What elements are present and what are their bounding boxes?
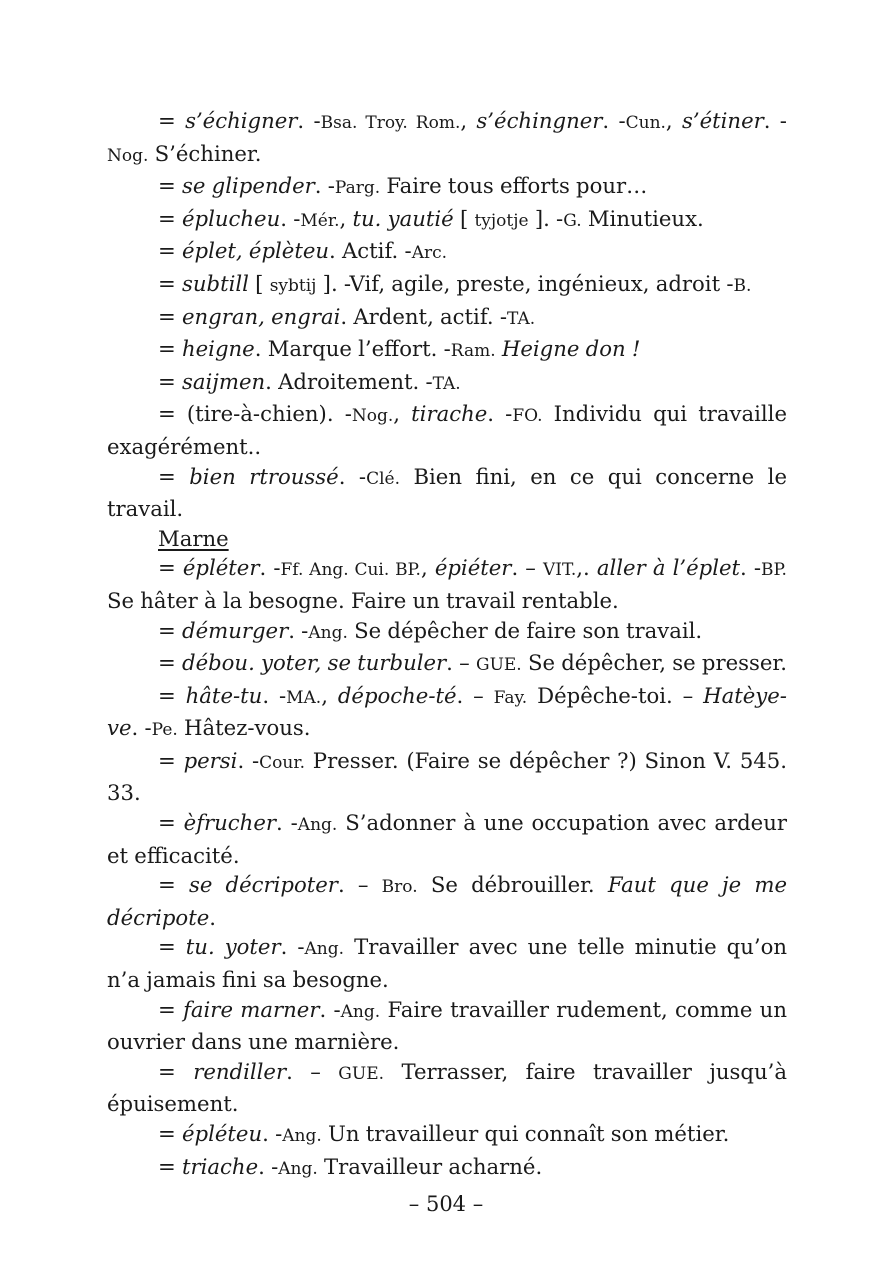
entry-text: Dépêche-toi. – xyxy=(527,682,704,708)
entry-text: ]. -Vif, agile, preste, ingénieux, adroit - xyxy=(316,270,734,296)
headword-italic: se glipender xyxy=(182,173,315,199)
entry-text: = xyxy=(158,650,182,676)
entry-text: = xyxy=(158,934,186,960)
entry-text: Un travailleur qui connaît son métier. xyxy=(321,1121,730,1146)
dictionary-entry xyxy=(107,870,787,932)
headword-italic: bien rtroussé xyxy=(189,463,339,489)
entry-text: = xyxy=(158,1153,182,1179)
headword-italic: Faut que je me décripote xyxy=(107,872,787,930)
entry-text: . - xyxy=(319,996,341,1022)
entry-text: . - xyxy=(602,108,626,133)
dictionary-entry xyxy=(107,524,787,554)
entry-text: . - xyxy=(237,747,260,773)
source-abbreviation: BP. xyxy=(761,560,787,581)
headword-italic: s’échingner xyxy=(476,108,603,133)
entry-text: . - xyxy=(338,463,367,489)
entry-text: . - xyxy=(259,555,281,581)
source-abbreviation: FO. xyxy=(512,406,543,427)
entry-text: Bien fini, en ce qui concerne le travail. xyxy=(107,463,787,522)
entry-text: Terrasser, faire travailler jusqu’à épuisement. xyxy=(107,1058,787,1117)
dictionary-entry xyxy=(107,681,787,746)
entry-text: . Adroitement. - xyxy=(265,368,433,394)
entry-text: S’adonner à une occupation avec ardeur et efficacité. xyxy=(107,810,787,868)
source-abbreviation: GUE. xyxy=(475,655,522,676)
dictionary-entry xyxy=(107,808,787,870)
dictionary-entry xyxy=(107,106,787,171)
entry-text: Travailler avec une telle minutie qu’on n’a jamais fini sa besogne. xyxy=(107,934,787,993)
headword-italic: épléter xyxy=(182,555,260,581)
entry-text: . – xyxy=(511,555,544,581)
headword-italic: dépoche-té xyxy=(337,682,457,708)
dictionary-entry xyxy=(107,204,787,237)
entry-text: = xyxy=(158,238,182,264)
headword-italic: faire marner xyxy=(183,996,320,1022)
entry-text: Hâtez-vous. xyxy=(177,715,311,741)
entry-text: Faire travailler rudement, comme un ouvrier dans une marnière. xyxy=(107,996,787,1055)
dictionary-entry xyxy=(107,399,787,461)
dictionary-entry xyxy=(107,1057,787,1119)
headword-italic: s’échigner xyxy=(185,108,298,133)
source-abbreviation: Arc. xyxy=(411,243,448,264)
entry-text: [ xyxy=(453,205,475,231)
entry-text: . - xyxy=(288,617,309,643)
entry-text: . – xyxy=(337,872,382,898)
headword-italic: saijmen xyxy=(182,368,266,394)
entry-text: . - xyxy=(314,173,335,199)
entry-text: . - xyxy=(297,108,321,133)
entry-text: Se hâter à la besogne. Faire un travail rentable. xyxy=(107,587,619,613)
source-abbreviation: Pe. xyxy=(151,720,178,741)
entry-text: = xyxy=(158,555,183,581)
headword-italic: Heigne don ! xyxy=(501,336,641,362)
entry-text: . - xyxy=(740,555,762,581)
headword-italic: subtill xyxy=(182,270,249,296)
entry-text: . - xyxy=(258,1153,279,1179)
source-abbreviation: VIT. xyxy=(543,560,577,581)
source-abbreviation: Ang. xyxy=(282,1126,322,1146)
source-abbreviation: Bro. xyxy=(381,877,418,898)
dictionary-entry xyxy=(107,462,787,524)
page-number: – 504 – xyxy=(408,1192,484,1216)
source-abbreviation: Parg. xyxy=(334,178,381,199)
entry-text: ]. - xyxy=(528,205,564,231)
entry-text: . Marque l’effort. - xyxy=(254,336,451,362)
entry-text: = xyxy=(158,463,190,489)
headword-italic: épléteu xyxy=(182,1121,263,1146)
headword-italic: débou. yoter, se turbuler xyxy=(182,650,447,676)
headword-italic: tu. yoter xyxy=(185,934,281,960)
source-abbreviation: B. xyxy=(733,275,752,296)
entry-text: . Ardent, actif. - xyxy=(340,303,508,329)
entry-text: . - xyxy=(276,810,298,836)
dictionary-entry xyxy=(107,1119,787,1152)
source-abbreviation: Ang. xyxy=(278,1158,318,1179)
dictionary-entry xyxy=(107,553,787,615)
source-abbreviation: GUE. xyxy=(338,1063,385,1084)
source-abbreviation: Cour. xyxy=(259,752,306,773)
entry-text: Presser. (Faire se dépêcher ?) Sinon V. 545. 33. xyxy=(107,747,787,806)
source-abbreviation: Mér. xyxy=(300,210,340,231)
entry-text: , xyxy=(393,401,412,427)
dictionary-entry xyxy=(107,334,787,367)
entry-text: = xyxy=(158,205,182,231)
dictionary-entry xyxy=(107,236,787,269)
entry-text: . - xyxy=(280,205,301,231)
source-abbreviation: Cun. xyxy=(625,113,666,133)
entry-text: . – xyxy=(456,682,494,708)
source-abbreviation: MA. xyxy=(286,687,322,708)
entry-text: . - xyxy=(262,1121,283,1146)
headword-italic: s’étiner xyxy=(681,108,764,133)
dictionary-entry xyxy=(107,367,787,400)
entry-text: ,. xyxy=(576,555,597,581)
entry-text: Minutieux. xyxy=(581,205,704,231)
entry-text: , xyxy=(665,108,682,133)
entry-text: = xyxy=(158,747,184,773)
dictionary-entry xyxy=(107,302,787,335)
source-abbreviation: Fay. xyxy=(493,687,528,708)
dictionary-entry xyxy=(107,746,787,808)
headword-italic: tu. yautié xyxy=(352,205,454,231)
source-abbreviation: Ff. Ang. Cui. BP. xyxy=(280,560,421,581)
source-abbreviation: tyjotje xyxy=(474,210,529,231)
entry-text: = xyxy=(158,108,186,133)
entry-text: = xyxy=(158,303,182,329)
headword-italic: èfrucher xyxy=(183,810,276,836)
dictionary-entry xyxy=(107,932,787,994)
headword-italic: éplucheu xyxy=(182,205,281,231)
headword-italic: tirache xyxy=(411,401,488,427)
source-abbreviation: Nog. xyxy=(351,406,394,427)
page-body xyxy=(107,106,787,1184)
entry-text: . - xyxy=(763,108,787,133)
entry-text: = xyxy=(158,270,182,296)
headword-italic: engran, engrai xyxy=(182,303,341,329)
entry-text: = xyxy=(158,1121,182,1146)
source-abbreviation: Ram. xyxy=(450,341,496,362)
source-abbreviation: G. xyxy=(563,210,582,231)
source-abbreviation: Ang. xyxy=(297,815,338,836)
headword-italic: se décripoter xyxy=(188,872,338,898)
entry-text: Se dépêcher de faire son travail. xyxy=(347,617,703,643)
entry-text: = (tire-à-chien). - xyxy=(158,401,352,427)
dictionary-entry xyxy=(107,648,787,681)
entry-text: Faire tous efforts pour… xyxy=(380,173,648,199)
entry-text: [ xyxy=(248,270,270,296)
dictionary-entry xyxy=(107,995,787,1057)
entry-text: Se débrouiller. xyxy=(417,872,608,898)
source-abbreviation: TA. xyxy=(507,308,536,329)
entry-text: Se dépêcher, se presser. xyxy=(521,650,787,676)
entry-text: . xyxy=(209,904,216,930)
entry-text: , xyxy=(460,108,477,133)
source-abbreviation: Ang. xyxy=(308,622,348,643)
entry-text: = xyxy=(158,996,184,1022)
entry-text: . - xyxy=(487,401,513,427)
source-abbreviation: Bsa. Troy. Rom. xyxy=(320,113,461,133)
dictionary-entry xyxy=(107,269,787,302)
headword-italic: aller à l’éplet xyxy=(596,555,741,581)
entry-text: . - xyxy=(280,934,305,960)
headword-italic: hâte-tu xyxy=(185,682,263,708)
entry-text: . - xyxy=(262,682,287,708)
dictionary-entry xyxy=(107,171,787,204)
entry-text: , xyxy=(321,682,338,708)
entry-text: = xyxy=(158,173,182,199)
headword-italic: épiéter xyxy=(434,555,512,581)
source-abbreviation: TA. xyxy=(432,373,461,394)
headword-italic: éplet, éplèteu xyxy=(182,238,330,264)
headword-italic: rendiller xyxy=(193,1058,287,1084)
entry-text: . - xyxy=(131,715,152,741)
headword-italic: heigne xyxy=(182,336,255,362)
entry-text: , xyxy=(420,555,435,581)
source-abbreviation: Clé. xyxy=(366,468,400,489)
source-abbreviation: Ang. xyxy=(304,939,345,960)
headword-italic: persi xyxy=(183,747,238,773)
entry-text: = xyxy=(158,336,182,362)
entry-text: = xyxy=(158,872,189,898)
dictionary-entry xyxy=(107,616,787,649)
entry-text: S’échiner. xyxy=(148,140,262,166)
source-abbreviation: sybtij xyxy=(269,275,317,296)
section-heading: Marne xyxy=(158,525,229,551)
entry-text: Travailleur acharné. xyxy=(317,1153,543,1179)
entry-text: = xyxy=(158,1058,194,1084)
headword-italic: triache xyxy=(182,1153,259,1179)
entry-text: = xyxy=(158,368,182,394)
source-abbreviation: Nog. xyxy=(107,145,149,166)
entry-text: = xyxy=(158,617,182,643)
entry-text: = xyxy=(158,682,186,708)
entry-text: . Actif. - xyxy=(329,238,412,264)
entry-text: . – xyxy=(286,1058,339,1084)
source-abbreviation: Ang. xyxy=(340,1001,381,1022)
entry-text: , xyxy=(339,205,353,231)
entry-text: . – xyxy=(446,650,476,676)
dictionary-entry xyxy=(107,1152,787,1185)
headword-italic: démurger xyxy=(182,617,289,643)
entry-text: = xyxy=(158,810,184,836)
headword-italic: Hatèye-ve xyxy=(107,682,787,741)
entry-text: Individu qui travaille exagérément.. xyxy=(107,401,787,459)
